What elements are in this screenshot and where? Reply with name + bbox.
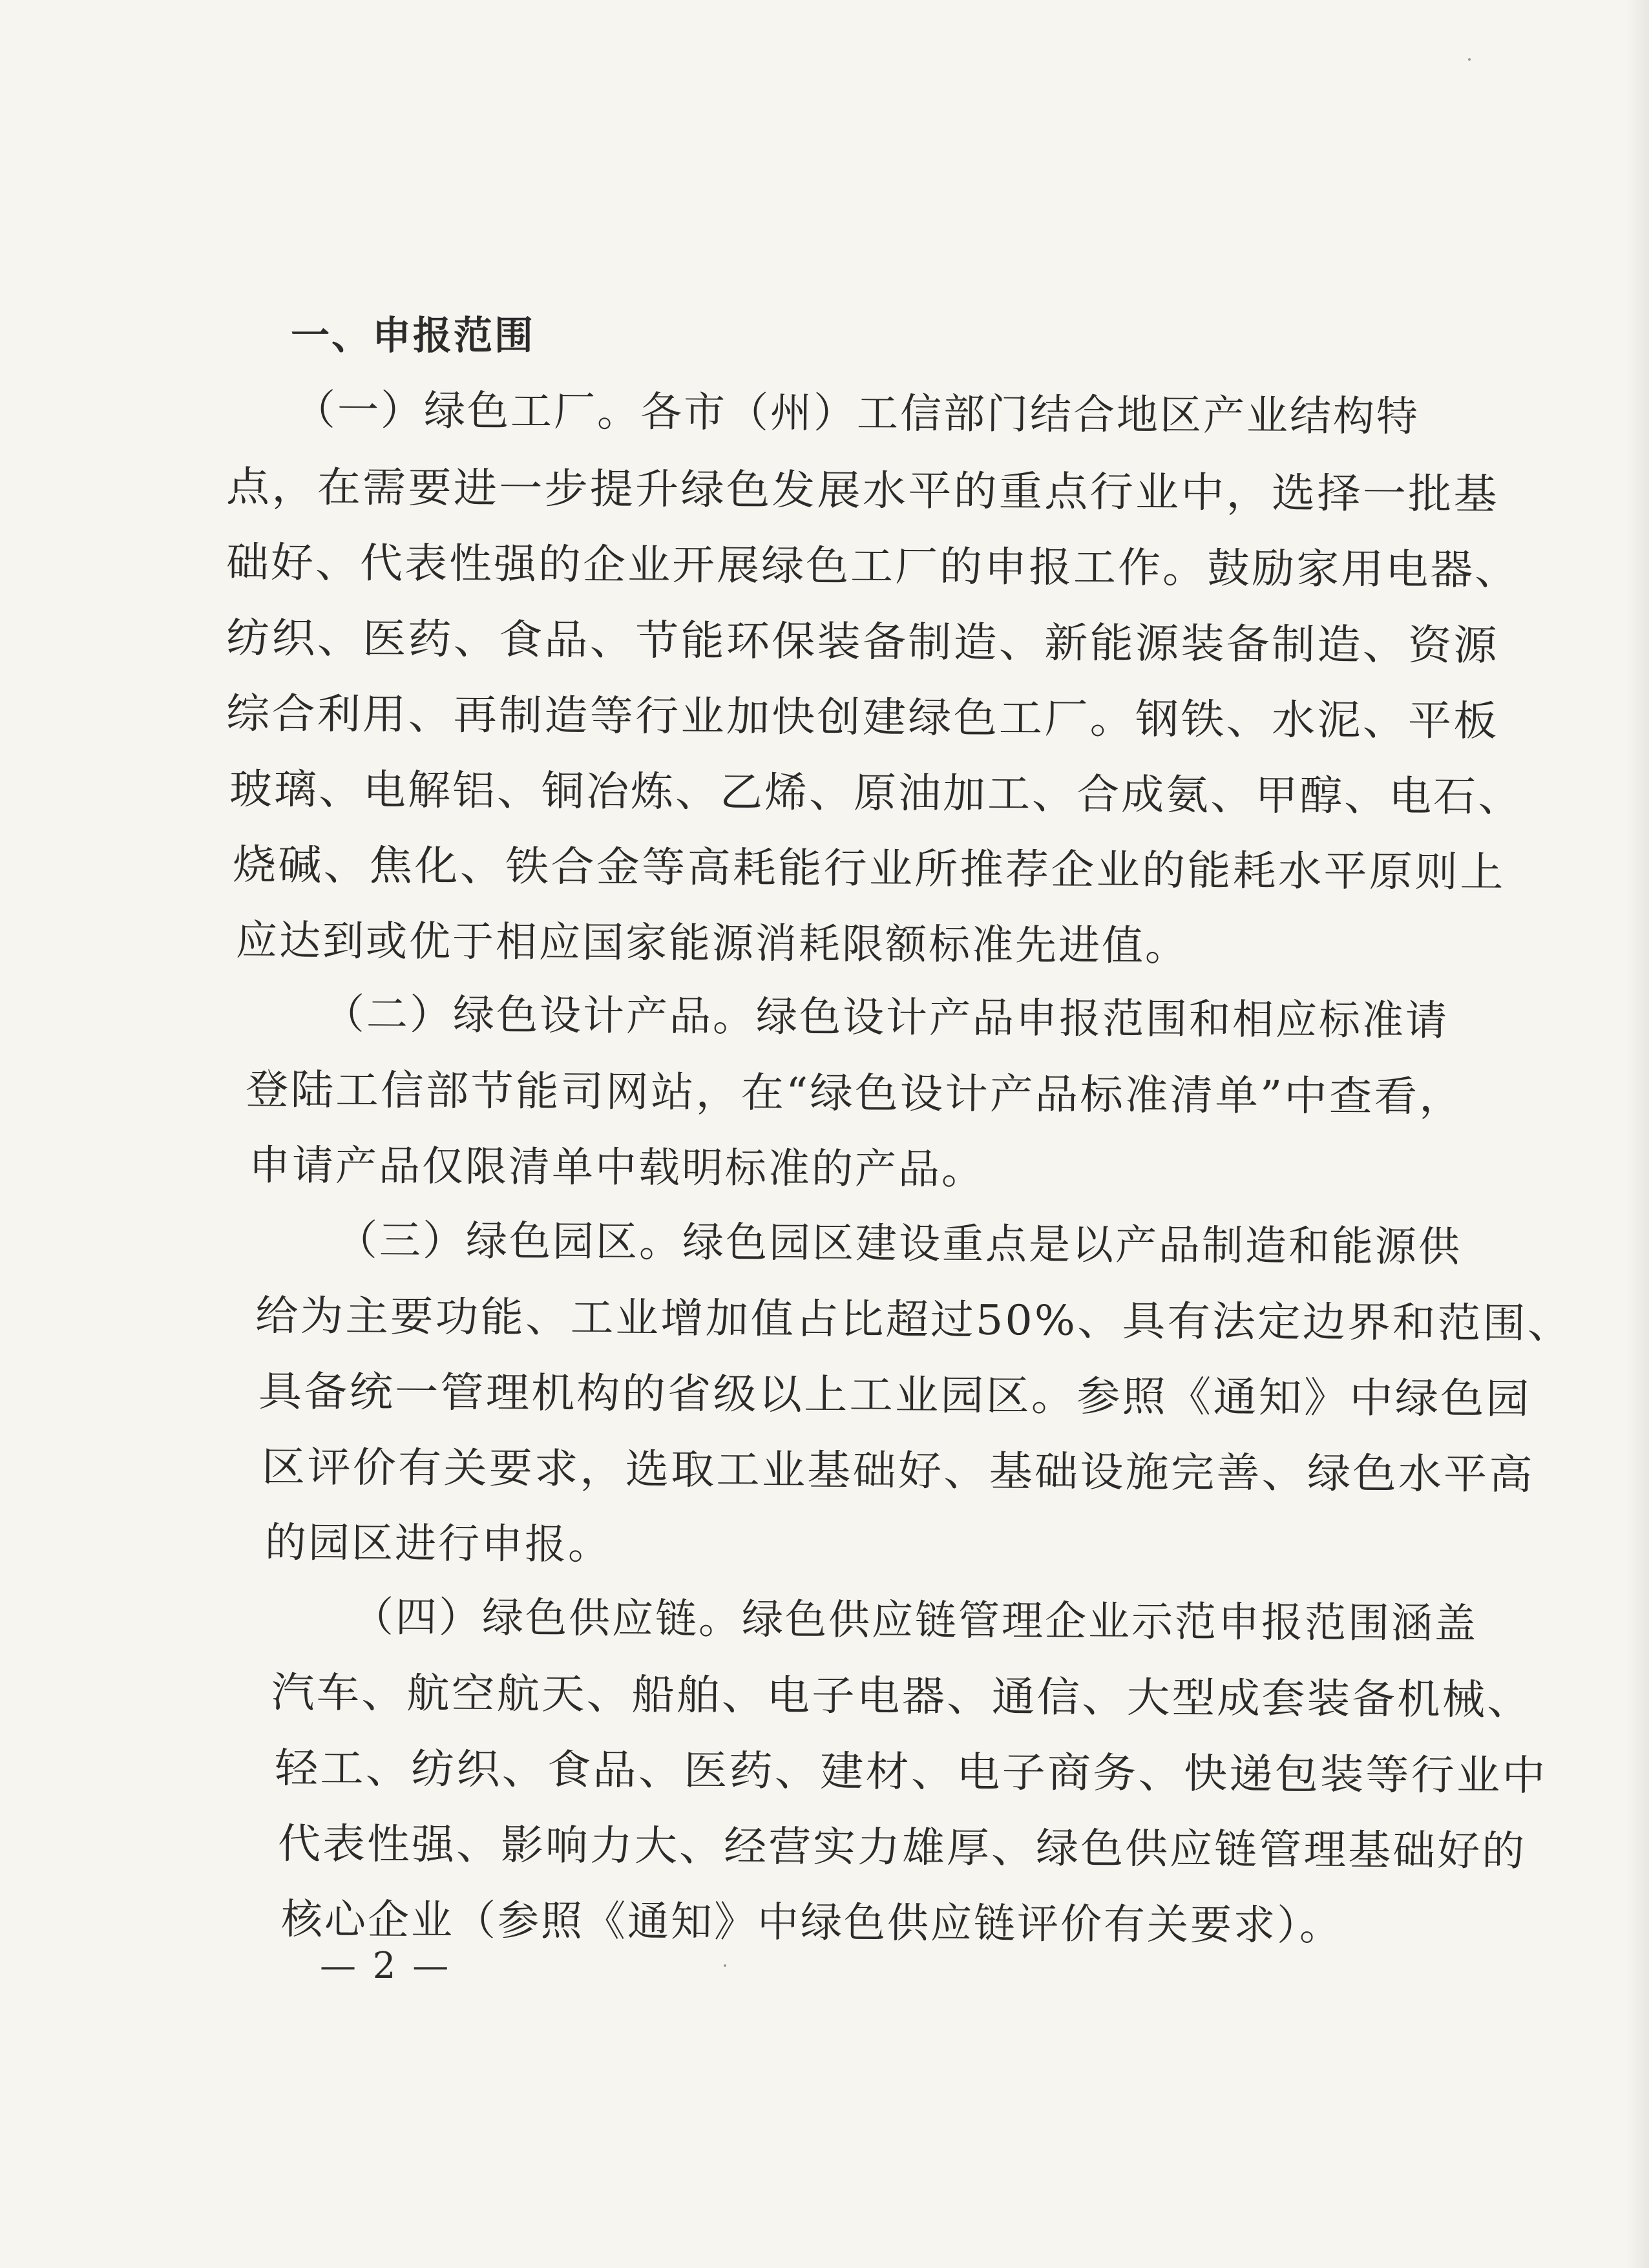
body-line-10: 登陆工信部节能司网站，在“绿色设计产品标准清单”中查看， — [245, 1066, 1465, 1122]
body-line-7: 烧碱、焦化、铁合金等高耗能行业所推荐企业的能耗水平原则上 — [232, 841, 1506, 898]
body-line-4: 纺织、医药、食品、节能环保装备制造、新能源装备制造、资源 — [226, 614, 1499, 671]
body-line-20: 代表性强、影响力大、经营实力雄厚、绿色供应链管理基础好的 — [277, 1820, 1527, 1876]
body-line-6: 玻璃、电解铝、铜冶炼、乙烯、原油加工、合成氨、甲醇、电石、 — [229, 766, 1523, 822]
body-line-11: 申请产品仅限清单中载明标准的产品。 — [248, 1142, 985, 1194]
scan-speck — [1468, 58, 1471, 61]
body-line-8: 应达到或优于相应国家能源消耗限额标准先进值。 — [235, 917, 1189, 971]
body-line-15: 区评价有关要求，选取工业基础好、基础设施完善、绿色水平高 — [261, 1444, 1535, 1500]
section-heading: 一、申报范围 — [291, 313, 535, 359]
body-line-2: 点，在需要进一步提升绿色发展水平的重点行业中，选择一批基 — [226, 463, 1499, 520]
body-line-18: 汽车、航空航天、船舶、电子电器、通信、大型成套装备机械、 — [271, 1669, 1533, 1725]
body-line-12: （三）绿色园区。绿色园区建设重点是以产品制造和能源供 — [335, 1217, 1462, 1272]
scan-edge-shadow — [1626, 0, 1649, 2268]
body-line-14: 具备统一管理机构的省级以上工业园区。参照《通知》中绿色园 — [258, 1368, 1531, 1424]
body-line-3: 础好、代表性强的企业开展绿色工厂的申报工作。鼓励家用电器、 — [226, 539, 1520, 595]
body-line-9: （二）绿色设计产品。绿色设计产品申报范围和相应标准请 — [322, 991, 1449, 1045]
body-line-16: 的园区进行申报。 — [264, 1519, 612, 1570]
page-number: — 2 — — [320, 1945, 452, 1987]
body-line-5: 综合利用、再制造等行业加快创建绿色工厂。钢铁、水泥、平板 — [226, 690, 1499, 746]
body-line-17: （四）绿色供应链。绿色供应链管理企业示范申报范围涵盖 — [352, 1593, 1478, 1648]
body-line-13: 给为主要功能、工业增加值占比超过50%、具有法定边界和范围、 — [255, 1292, 1573, 1349]
body-line-1: （一）绿色工厂。各市（州）工信部门结合地区产业结构特 — [293, 386, 1420, 441]
scan-speck — [724, 1964, 726, 1967]
body-line-21: 核心企业（参照《通知》中绿色供应链评价有关要求）。 — [280, 1896, 1343, 1951]
body-line-19: 轻工、纺织、食品、医药、建材、电子商务、快递包装等行业中 — [274, 1745, 1548, 1801]
